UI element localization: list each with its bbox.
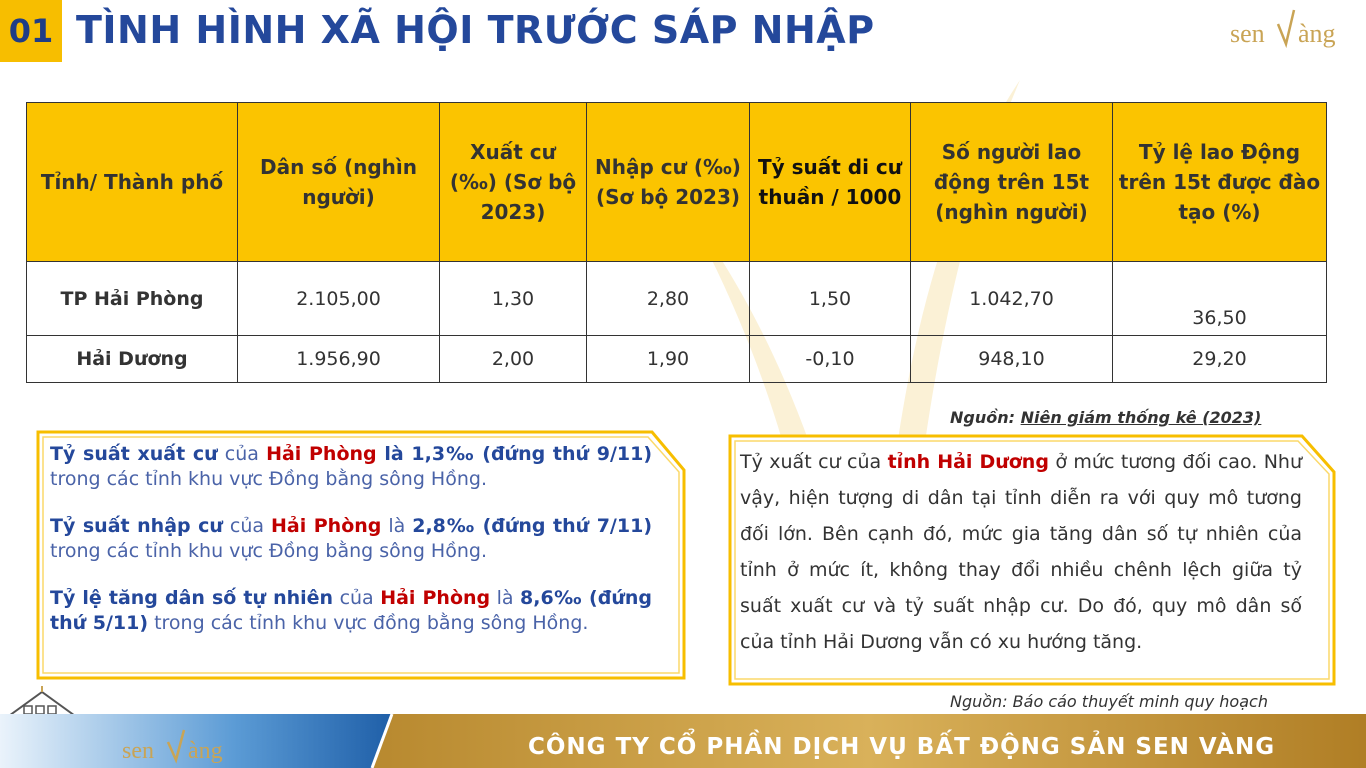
header-cell: Tỉnh/ Thành phố xyxy=(27,103,238,262)
table-cell: 2.105,00 xyxy=(238,262,440,336)
table-cell: 1.956,90 xyxy=(238,336,440,383)
table-cell: 1,90 xyxy=(587,336,750,383)
left-box-text xyxy=(50,442,652,658)
text-span: tỉnh Hải Dương xyxy=(887,451,1049,473)
paragraph-natural-growth xyxy=(50,586,652,636)
table-cell: -0,10 xyxy=(750,336,911,383)
house-logo-icon xyxy=(4,684,80,718)
text-span: là xyxy=(381,515,413,537)
header-cell: Dân số (nghìn người) xyxy=(238,103,440,262)
text-span: của xyxy=(217,443,267,465)
page-title: TÌNH HÌNH XÃ HỘI TRƯỚC SÁP NHẬP xyxy=(76,8,875,52)
source-link: Niên giám thống kê (2023) xyxy=(1020,408,1262,427)
text-span: Tỷ lệ tăng dân số tự nhiên xyxy=(50,587,334,609)
svg-text:sen: sen xyxy=(1230,19,1265,48)
right-box-text xyxy=(740,444,1302,660)
header-cell: Tỷ suất di cư thuần / 1000 xyxy=(750,103,911,262)
paragraph-emigration xyxy=(50,442,652,492)
company-name: CÔNG TY CỔ PHẦN DỊCH VỤ BẤT ĐỘNG SẢN SEN VÀNG xyxy=(528,734,1276,760)
table-cell: TP Hải Phòng xyxy=(27,262,238,336)
text-span: là 1,3‰ (đứng thứ 9/11) xyxy=(376,443,653,465)
table-cell: 29,20 xyxy=(1113,336,1327,383)
right-info-box xyxy=(728,434,1336,686)
table-cell: Hải Dương xyxy=(27,336,238,383)
text-span: trong các tỉnh khu vực Đồng bằng sông Hồng. xyxy=(50,468,487,490)
svg-text:sen: sen xyxy=(122,738,154,764)
sen-vang-logo xyxy=(1226,4,1356,54)
header-cell: Tỷ lệ lao Động trên 15t được đào tạo (%) xyxy=(1113,103,1327,262)
header-cell: Xuất cư (‰) (Sơ bộ 2023) xyxy=(440,103,587,262)
text-span: Tỷ suất nhập cư xyxy=(50,515,223,537)
text-span: của xyxy=(333,587,381,609)
text-span: của xyxy=(222,515,271,537)
text-span: trong các tỉnh khu vực Đồng bằng sông Hồng. xyxy=(50,540,487,562)
table-cell: 2,00 xyxy=(440,336,587,383)
text-span: Tỷ suất xuất cư xyxy=(50,443,218,465)
svg-text:àng: àng xyxy=(188,738,223,764)
footer-sen-vang-logo xyxy=(118,728,248,768)
left-info-box xyxy=(36,430,686,680)
text-span: 8,6‰ (đứng thứ 5/11) xyxy=(50,587,652,634)
text-span: Tỷ xuất cư của xyxy=(740,451,888,473)
data-table xyxy=(26,102,1327,383)
text-span: là xyxy=(490,587,521,609)
text-span: Hải Phòng xyxy=(270,515,382,537)
table-cell: 36,50 xyxy=(1113,262,1327,336)
text-span: ở mức tương đối cao. Như vậy, hiện tượng di dân tại tỉnh diễn ra với quy mô tương đối lớn. Bên cạnh đó, mức gia tăng dân số tự nhiên của tỉnh ở mức ít, không thay đổi nhiều chênh lệch giữa tỷ suất xuất cư và tỷ suất nhập cư. Do đó, quy mô dân số của tỉnh Hải Dương vẫn có xu hướng tăng. xyxy=(740,451,1303,653)
table-cell: 948,10 xyxy=(911,336,1113,383)
table-cell: 1,50 xyxy=(750,262,911,336)
paragraph-immigration xyxy=(50,514,652,564)
table-cell: 1,30 xyxy=(440,262,587,336)
header-cell: Số người lao động trên 15t (nghìn người) xyxy=(911,103,1113,262)
table-cell: 2,80 xyxy=(587,262,750,336)
table-row xyxy=(27,336,1327,383)
text-span: Hải Phòng xyxy=(266,443,377,465)
section-number: 01 xyxy=(0,0,62,62)
source-note-statistics xyxy=(950,408,1261,427)
svg-text:àng: àng xyxy=(1298,19,1336,48)
text-span: Hải Phòng xyxy=(380,587,491,609)
text-span: trong các tỉnh khu vực đồng bằng sông Hồng. xyxy=(148,612,589,634)
source-prefix: Nguồn: xyxy=(950,408,1021,427)
text-span: 2,8‰ (đứng thứ 7/11) xyxy=(412,515,652,537)
table-cell: 1.042,70 xyxy=(911,262,1113,336)
table-row xyxy=(27,262,1327,336)
source-note-report: Nguồn: Báo cáo thuyết minh quy hoạch xyxy=(950,692,1268,711)
header-cell: Nhập cư (‰) (Sơ bộ 2023) xyxy=(587,103,750,262)
table-header-row xyxy=(27,103,1327,262)
